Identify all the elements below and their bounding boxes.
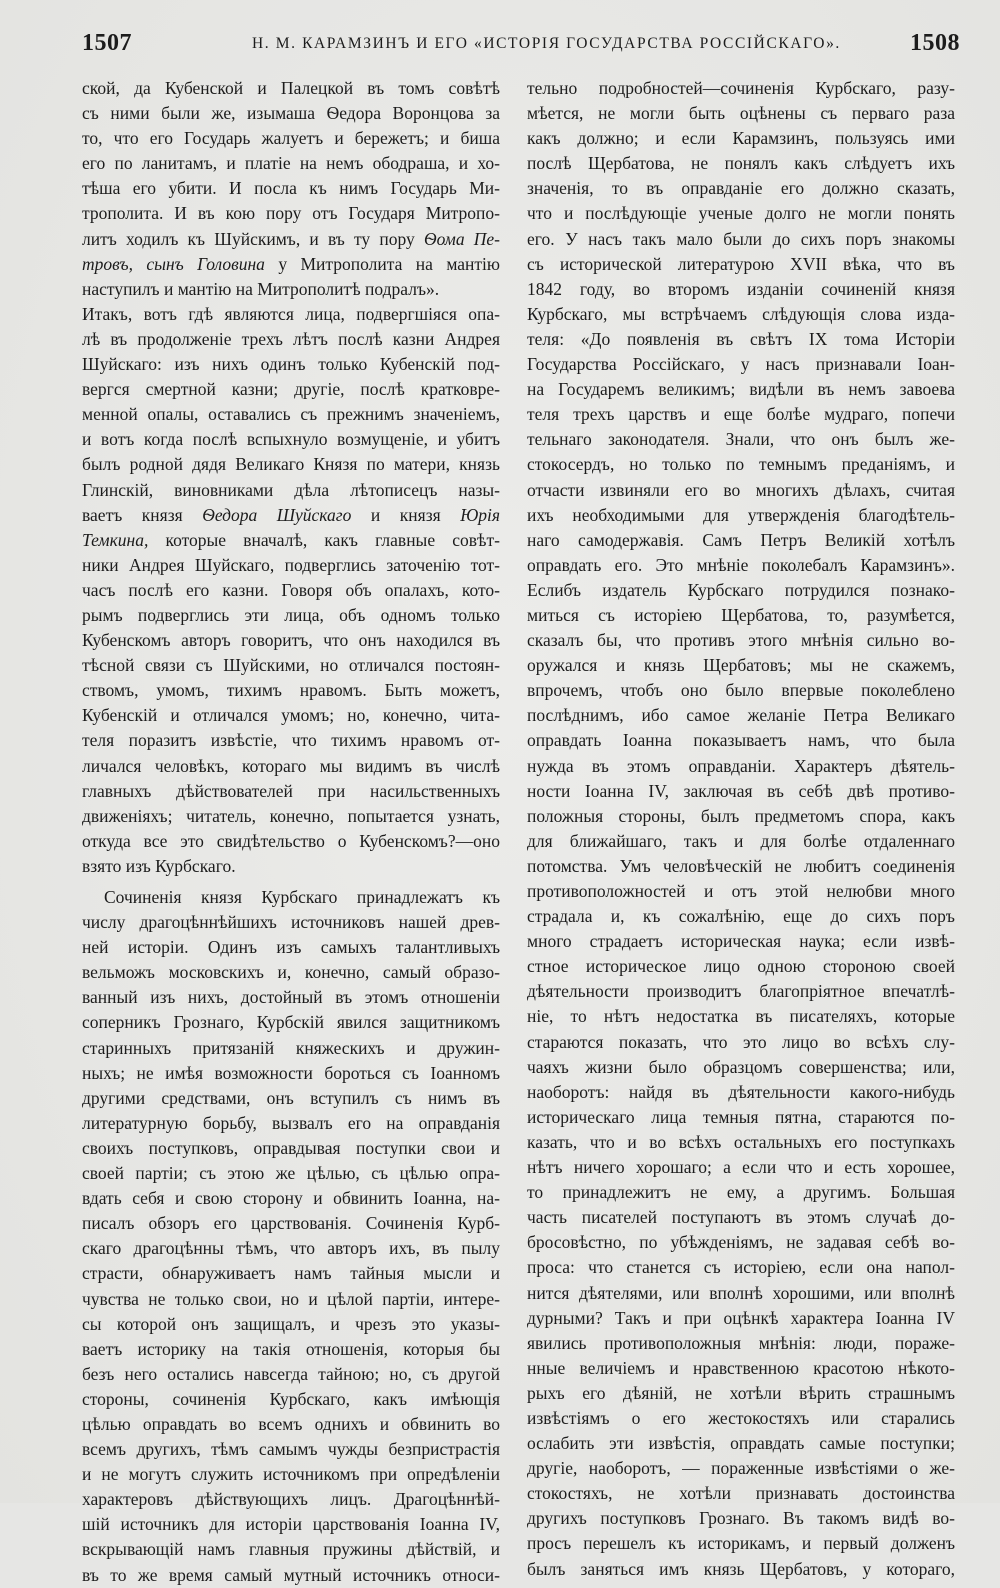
text-line: впрочемъ, чтобъ оно было впервые поколеблено [527,680,955,701]
text-line: былъ родной дядя Великаго Князя по матери, князь [82,454,500,475]
text-line: литературную борьбу, вызвалъ его на оправданія [82,1112,500,1133]
text-line: дѣятельности производитъ благопріятное впечатлѣ- [527,981,955,1002]
text-line: цѣлью оправдать во всемъ однихъ и обвинить во [82,1413,500,1434]
text-line: чувства не только свои, но и цѣлой партіи, интере- [82,1288,500,1309]
text-line: часъ послѣ его казни. Говоря объ опалахъ, кото- [82,579,500,600]
text-line: шій источникъ для исторіи царствованія Іоанна IV, [82,1514,500,1535]
text-line: нѣтъ ничего хорошаго; а если что и есть хорошее, [527,1157,955,1178]
text-line: вельможъ московскихъ и, конечно, самый образо- [82,962,500,983]
text-line: рымъ подверглись эти лица, объ одномъ только [82,604,500,625]
text-line: ослабить эти извѣстія, оправдать самые поступки; [527,1433,955,1454]
text-line: ихъ необходимыми для утвержденія благодѣтель- [527,504,955,525]
text-line: трополита. И въ кою пору отъ Государя Митропо- [82,203,500,224]
text-line: Шуйскаго: изъ нихъ одинъ только Кубенскій под- [82,354,500,375]
text-line: ныхъ; не имѣя возможности бороться съ Іоанномъ [82,1062,500,1083]
text-line: противоположностей и отъ этой нелюбви много [527,881,955,901]
text-line: стокостяхъ, не хотѣли признавать достоинства [527,1483,955,1504]
text-line: безъ него остались навсегда тайною; но, съ другой [82,1363,500,1384]
text-line: его. У насъ такъ мало были до сихъ поръ знакомы [527,228,955,249]
page-header [82,30,960,64]
text-line: Кубенскомъ авторъ говоритъ, что онъ находился въ [82,630,500,651]
text-line: просъ перешелъ къ историкамъ, и первый долженъ [527,1533,955,1554]
text-line: главныхъ дѣйствователей при насильственныхъ [82,780,500,801]
text-line: и не могутъ служить источникомъ при опредѣленіи [82,1464,500,1485]
text-line: ности Іоанна IV, заключая въ себѣ двѣ противо- [527,780,955,801]
text-line: на Государемъ великимъ; видѣли въ немъ завоева [527,379,955,400]
text-line [82,252,500,277]
text-line: съ ними были же, изымаша Ѳедора Воронцова за [82,103,500,124]
text-line: тельнаго законодателя. Знали, что онъ былъ же- [527,429,955,450]
text-line: взято изъ Курбскаго. [82,855,236,876]
text-line: оружался и князь Щербатовъ; мы не скажемъ, [527,655,955,676]
text-line: то, что его Государь жалуетъ и бережетъ; и биша [82,128,500,149]
text-line: казать, что и во всѣхъ остальныхъ его поступкахъ [527,1131,955,1152]
text-line: явились противоположныя мнѣнія: люди, пораже- [527,1332,955,1353]
italic-name: Ѳома Пе- [423,228,500,249]
text-line: миться съ исторіею Щербатова, то, разумѣется, [527,604,955,625]
text-line: ванный изъ нихъ, достойный въ этомъ отношеніи [82,987,500,1008]
text-line: съ исторической литературою XVII вѣка, что въ [527,253,955,274]
text-line: былъ заняться имъ князь Щербатовъ, у котораго, [527,1558,955,1579]
text-line: ники Андрея Шуйскаго, подверглись заточенію тот- [82,554,500,575]
text-line: своихъ поступковъ, оправдывая поступки свои и [82,1137,500,1158]
text-line: Глинскій, виновниками дѣла лѣтописецъ назы- [82,479,500,500]
text-line: нится дѣятелями, или вполнѣ хорошими, или вполнѣ [527,1282,955,1303]
text-line: дурными? Такъ и при оцѣнкѣ характера Іоанна IV [527,1307,955,1328]
text-line [82,528,500,553]
text-line [82,503,500,528]
text-line: вскрывающій намъ главныя пружины дѣйствій, и [82,1539,500,1560]
text-line: оправдать его. Это мнѣніе поколебалъ Карамзинъ». [527,554,955,575]
italic-name: тровъ, сынъ Головина [82,253,265,274]
text-line: его по ланитамъ, и платіе на немъ ободраша, и хо- [82,153,500,174]
italic-name: Темкина, [82,529,149,550]
text-line: и вотъ когда послѣ вспыхнуло возмущеніе, и убитъ [82,429,500,450]
text-column-right [527,76,955,1582]
text-line: страсти, обнаруживаетъ намъ тайныя мысли и [82,1263,500,1284]
text-line: рыхъ его дѣяній, не хотѣли вѣрить страшнымъ [527,1382,955,1403]
text-line: личался человѣкъ, котораго мы видимъ въ числѣ [82,755,500,776]
text-line: значенія, то въ оправданіе его должно сказать, [527,178,955,199]
text-line: теля: «До появленія въ свѣтъ IX тома Исторіи [527,328,955,349]
text-line: вергся смертной казни; другіе, послѣ кратковре- [82,379,500,400]
page-number-right: 1508 [910,30,960,56]
italic-name: Ѳедора Шуйскаго [202,504,352,525]
text-line: движеніяхъ; читатель, конечно, попытается узнать, [82,805,500,826]
text-line: много страдаетъ историческая наука; если извѣ- [527,931,955,952]
text-line: историческаго лица темныя пятна, стараются по- [527,1106,955,1127]
text-line: старинныхъ притязаній княжескихъ и дружин- [82,1037,500,1058]
text-line: въ то же время самый мутный источникъ относи- [82,1564,500,1585]
text-line: нужда въ этомъ оправданіи. Характеръ дѣятель- [527,755,955,776]
text-line: наго самодержавія. Самъ Петръ Великій хотѣлъ [527,529,955,550]
page-number-left: 1507 [82,30,132,56]
text-line: менной опалы, оставались съ прежнимъ значеніемъ, [82,404,500,425]
text-line: сы которой онъ защищалъ, и чрезъ это указы- [82,1313,500,1334]
text-line: бросовѣстно, по убѣжденіямъ, не задавая себѣ во- [527,1232,955,1253]
text-line: Итакъ, вотъ гдѣ являются лица, подвергшіяся опа- [82,303,500,324]
text-line: тельно подробностей—сочиненія Курбскаго, разу- [527,78,955,98]
text-column-left [82,76,500,1588]
text-line: страдала и, къ сожалѣнію, еще до сихъ поръ [527,906,955,927]
text-line: то принадлежитъ не ему, а другимъ. Большая [527,1182,955,1203]
text-run: которые вначалѣ, какъ главные совѣт- [148,529,500,550]
text-line: послѣднимъ, ибо самое желаніе Петра Великаго [527,705,955,726]
text-line: ской, да Кубенской и Палецкой въ томъ совѣтѣ [82,78,500,98]
text-line: Еслибъ издатель Курбскаго потрудился познако- [527,579,955,600]
text-line: откуда все это свидѣтельство о Кубенскомъ?—оно [82,830,500,851]
text-line: характеровъ дѣйствующихъ лицъ. Драгоцѣннѣй- [82,1489,500,1510]
text-line: оправдать Іоанна показываетъ намъ, что была [527,730,955,751]
text-line: теля поразитъ извѣстіе, что тихимъ нравомъ от- [82,730,500,751]
text-line: стараются показать, что это лицо во всѣхъ слу- [527,1031,955,1052]
text-line: лѣ въ продолженіе трехъ лѣтъ послѣ казни Андрея [82,328,500,349]
text-line: скаго драгоцѣнны тѣмъ, что авторъ ихъ, въ пылу [82,1238,500,1259]
text-line: соперникъ Грознаго, Курбскій явился защитникомъ [82,1012,500,1033]
text-line: положныя стороны, былъ предметомъ спора, какъ [527,805,955,826]
text-line: числу драгоцѣннѣйшихъ источниковъ нашей древ- [82,912,500,933]
text-line: другіе, наоборотъ, — пораженные извѣстіями о же- [527,1458,955,1479]
text-line: ніе, то нѣтъ недостатка въ писателяхъ, которые [527,1006,955,1027]
text-line: всемъ другихъ, тѣмъ самымъ чужды безпристрастія [82,1439,500,1460]
text-line: сказалъ бы, что противъ этого мнѣнія сильно во- [527,630,955,651]
running-head-title: Н. М. КАРАМЗИНЪ И ЕГО «ИСТОРІЯ ГОСУДАРСТВА РОССІЙСКАГО». [252,35,841,52]
text-line: чаяхъ жизни было образцомъ совершенства; или, [527,1056,955,1077]
text-line: тѣсной связи съ Шуйскими, но отличался постоян- [82,655,500,676]
text-line: тѣша его убити. И посла къ нимъ Государь Ми- [82,178,500,199]
text-line: потомства. Умъ человѣческій не любитъ соединенія [527,855,955,876]
text-line: стокосердъ, но только по темнымъ преданіямъ, и [527,454,955,475]
text-line: другихъ поступковъ Грознаго. Въ такомъ видѣ во- [527,1508,955,1529]
text-run: литъ ходилъ къ Шуйскимъ, и въ ту пору [82,228,424,249]
text-line: своей партіи; съ этою же цѣлью, съ цѣлью опра- [82,1163,500,1184]
text-line: писалъ обзоръ его царствованія. Сочиненія Курб- [82,1213,500,1234]
text-line: какъ должно; и если Карамзинъ, пользуясь ими [527,128,955,149]
text-line: теля трехъ царствъ и еще болѣе мудраго, попечи [527,404,955,425]
text-line: что и послѣдующіе ученые долго не могли понять [527,203,955,224]
text-line: часть писателей поступаютъ въ этомъ случаѣ до- [527,1207,955,1228]
text-line: ней исторіи. Одинъ изъ самыхъ талантливыхъ [82,937,500,958]
text-line: стороны, сочиненія Курбскаго, какъ имѣющія [82,1388,500,1409]
text-line: извѣстіямъ о его жестокостяхъ или старались [527,1407,955,1428]
text-line: Государства Россійскаго, у насъ признавали Іоан- [527,354,955,375]
text-line: наоборотъ: найдя въ дѣятельности какого-нибудь [527,1081,955,1102]
text-line: 1842 году, во второмъ изданіи сочиненій князя [527,278,955,299]
text-line: нные величіемъ и нравственною красотою нѣкото- [527,1357,955,1378]
text-line: Кубенскій и отличался умомъ; но, конечно, чита- [82,705,500,726]
text-line: ствомъ, умомъ, тихимъ нравомъ. Быть можетъ, [82,680,500,701]
italic-name: Юрія [460,504,500,525]
text-run: и князя [351,504,461,525]
text-line: вдать себя и свою сторону и обвинить Іоанна, на- [82,1188,500,1209]
text-line: проса: что станется съ исторіею, если она напол- [527,1257,955,1278]
text-line: мѣется, не могли быть оцѣнены съ перваго раза [527,103,955,124]
text-line: другими средствами, онъ вступилъ съ нимъ въ [82,1087,500,1108]
text-run: у Митрополита на мантію [264,253,500,274]
text-run: ваетъ князя [82,504,203,525]
text-line: послѣ Щербатова, не понялъ какъ слѣдуетъ ихъ [527,153,955,174]
text-line: для ближайшаго, такъ и для болѣе отдаленнаго [527,830,955,851]
text-line: наступилъ и мантію на Митрополитѣ подралъ». [82,278,440,299]
text-line: ваетъ историку на такія отношенія, которыя бы [82,1338,500,1359]
text-line: стное историческое лицо одною стороною своей [527,956,955,977]
text-line: отчасти извиняли его во многихъ дѣлахъ, считая [527,479,955,500]
text-line: Сочиненія князя Курбскаго принадлежатъ къ [104,887,500,907]
text-line [82,227,500,252]
text-line: Курбскаго, мы встрѣчаемъ слѣдующія слова изда- [527,303,955,324]
